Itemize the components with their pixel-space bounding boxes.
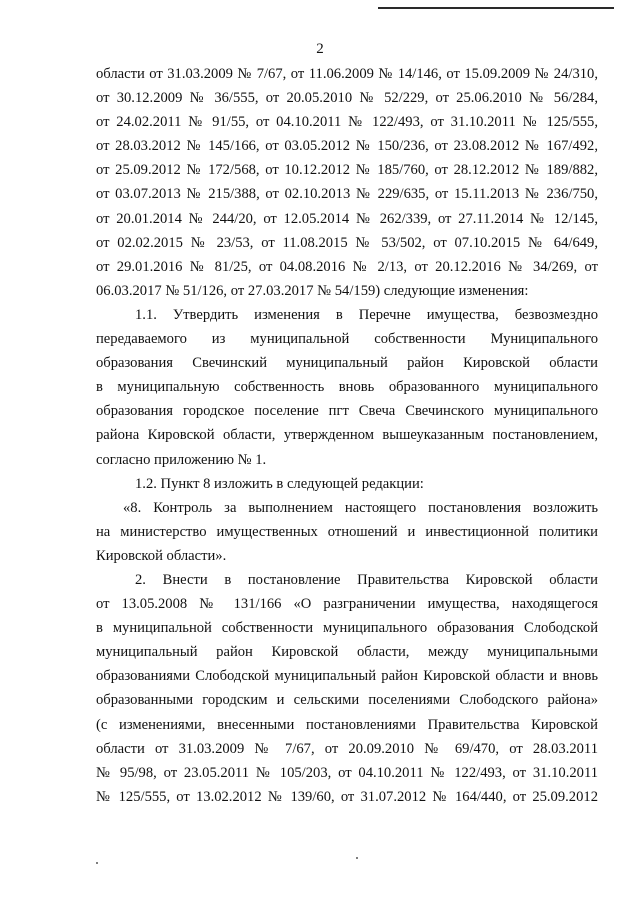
page-number: 2 [316, 41, 324, 57]
text-line: от 13.05.2008 № 131/166 «О разграничении имущества, находящегося [96, 596, 598, 613]
text-line: области от 31.03.2009 № 7/67, от 20.09.2010 № 69/470, от 28.03.2011 [96, 740, 598, 757]
text-line: образованиями Слободской муниципальный район Кировской области и вновь [96, 668, 598, 685]
text-line: области от 31.03.2009 № 7/67, от 11.06.2009 № 14/146, от 15.09.2009 № 24/310, [96, 66, 598, 82]
text-line: муниципальный район Кировской области, между муниципальными [96, 644, 598, 661]
text-line: в муниципальную собственность вновь образованного муниципального [96, 379, 598, 396]
text-line: от 25.09.2012 № 172/568, от 10.12.2012 № 185/760, от 28.12.2012 № 189/882, [96, 162, 598, 179]
text-line: образованными городским и сельскими поселениями Слободского района» [96, 692, 598, 709]
text-line: № 95/98, от 23.05.2011 № 105/203, от 04.10.2011 № 122/493, от 31.10.2011 [96, 764, 598, 781]
paragraph-first-line: 1.1. Утвердить изменения в Перечне имущества, безвозмездно [135, 306, 598, 323]
document-body [96, 62, 598, 809]
text-line: образования Свечинский муниципальный район Кировской области [96, 355, 598, 372]
text-line: района Кировской области, утвержденном вышеуказанным постановлением, [96, 427, 598, 444]
text-line: от 28.03.2012 № 145/166, от 03.05.2012 № 150/236, от 23.08.2012 № 167/492, [96, 138, 598, 155]
text-line: Кировской области». [96, 547, 227, 564]
text-line: от 02.02.2015 № 23/53, от 11.08.2015 № 53/502, от 07.10.2015 № 64/649, [96, 234, 598, 251]
paragraph-first-line: 1.2. Пункт 8 изложить в следующей редакции: [135, 475, 424, 492]
text-line: согласно приложению № 1. [96, 451, 267, 468]
text-line: от 29.01.2016 № 81/25, от 04.08.2016 № 2/13, от 20.12.2016 № 34/269, от [96, 258, 598, 275]
text-line: от 03.07.2013 № 215/388, от 02.10.2013 № 229/635, от 15.11.2013 № 236/750, [96, 186, 598, 203]
scan-speck [356, 857, 358, 859]
text-line: в муниципальной собственности муниципального образования Слободской [96, 620, 598, 637]
text-line: передаваемого из муниципальной собственности Муниципального [96, 331, 598, 348]
text-line: 06.03.2017 № 51/126, от 27.03.2017 № 54/159) следующие изменения: [96, 282, 529, 299]
text-line: от 24.02.2011 № 91/55, от 04.10.2011 № 122/493, от 31.10.2011 № 125/555, [96, 114, 598, 131]
text-line: образования городское поселение пгт Свеча Свечинского муниципального [96, 403, 598, 420]
text-line: на министерство имущественных отношений и инвестиционной политики [96, 523, 598, 540]
top-rule [378, 7, 614, 9]
text-line: (с изменениями, внесенными постановлениями Правительства Кировской [96, 716, 598, 733]
text-line: № 125/555, от 13.02.2012 № 139/60, от 31.07.2012 № 164/440, от 25.09.2012 [96, 788, 598, 805]
text-line: от 20.01.2014 № 244/20, от 12.05.2014 № 262/339, от 27.11.2014 № 12/145, [96, 210, 598, 227]
text-line: от 30.12.2009 № 36/555, от 20.05.2010 № 52/229, от 25.06.2010 № 56/284, [96, 90, 598, 107]
scan-speck [96, 862, 98, 864]
paragraph-first-line: 2. Внести в постановление Правительства Кировской области [135, 571, 598, 588]
paragraph-first-line: «8. Контроль за выполнением настоящего постановления возложить [123, 499, 598, 516]
